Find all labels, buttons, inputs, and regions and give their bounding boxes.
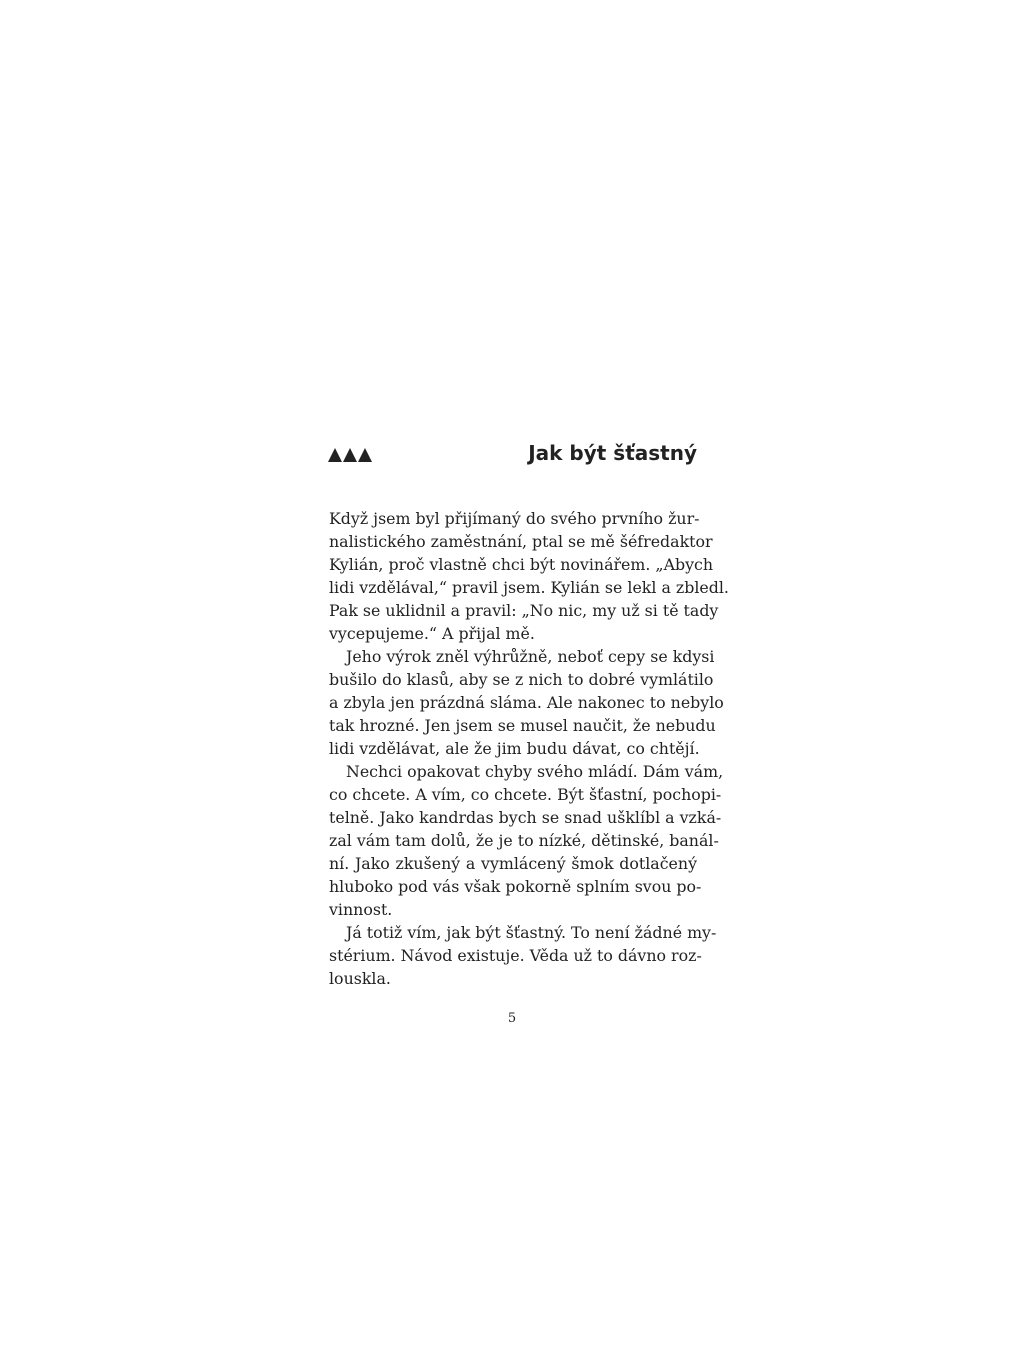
text-line: Když jsem byl přijímaný do svého prvního žur- [329, 509, 700, 528]
chapter-body [329, 507, 729, 990]
text-line: vinnost. [329, 900, 393, 919]
text-line: a zbyla jen prázdná sláma. Ale nakonec to nebylo [329, 693, 724, 712]
text-line: ní. Jako zkušený a vymlácený šmok dotlačený [329, 854, 697, 873]
text-line: lidi vzdělával,“ pravil jsem. Kylián se lekl a zbledl. [329, 578, 729, 597]
text-line: Jeho výrok zněl výhrůžně, neboť cepy se kdysi [346, 647, 715, 666]
running-header [328, 437, 698, 473]
text-line: tak hrozné. Jen jsem se musel naučit, že nebudu [329, 716, 716, 735]
text-line: Nechci opakovat chyby svého mládí. Dám vám, [346, 762, 724, 781]
text-line: co chcete. A vím, co chcete. Být šťastní, pochopi- [329, 785, 722, 804]
text-line: stérium. Návod existuje. Věda už to dávno roz- [329, 946, 702, 965]
text-line: vycepujeme.“ A přijal mě. [329, 624, 535, 643]
text-line: Já totiž vím, jak být šťastný. To není žádné my- [346, 923, 717, 942]
text-line: nalistického zaměstnání, ptal se mě šéfredaktor [329, 532, 713, 551]
text-line: Kylián, proč vlastně chci být novinářem. „Abych [329, 555, 714, 574]
text-line: Pak se uklidnil a pravil: „No nic, my už si tě tady [329, 601, 719, 620]
page-number: 5 [507, 1011, 517, 1026]
text-line: louskla. [329, 969, 391, 988]
text-line: lidi vzdělávat, ale že jim budu dávat, co chtějí. [329, 739, 700, 758]
chapter-title: Jak být šťastný [528, 441, 697, 465]
text-line: hluboko pod vás však pokorně splním svou po- [329, 877, 702, 896]
text-line: bušilo do klasů, aby se z nich to dobré vymlátilo [329, 670, 714, 689]
text-line: telně. Jako kandrdas bych se snad ušklíbl a vzká- [329, 808, 722, 827]
text-line: zal vám tam dolů, že je to nízké, dětinské, banál- [329, 831, 719, 850]
three-triangles-ornament-icon [328, 448, 372, 462]
